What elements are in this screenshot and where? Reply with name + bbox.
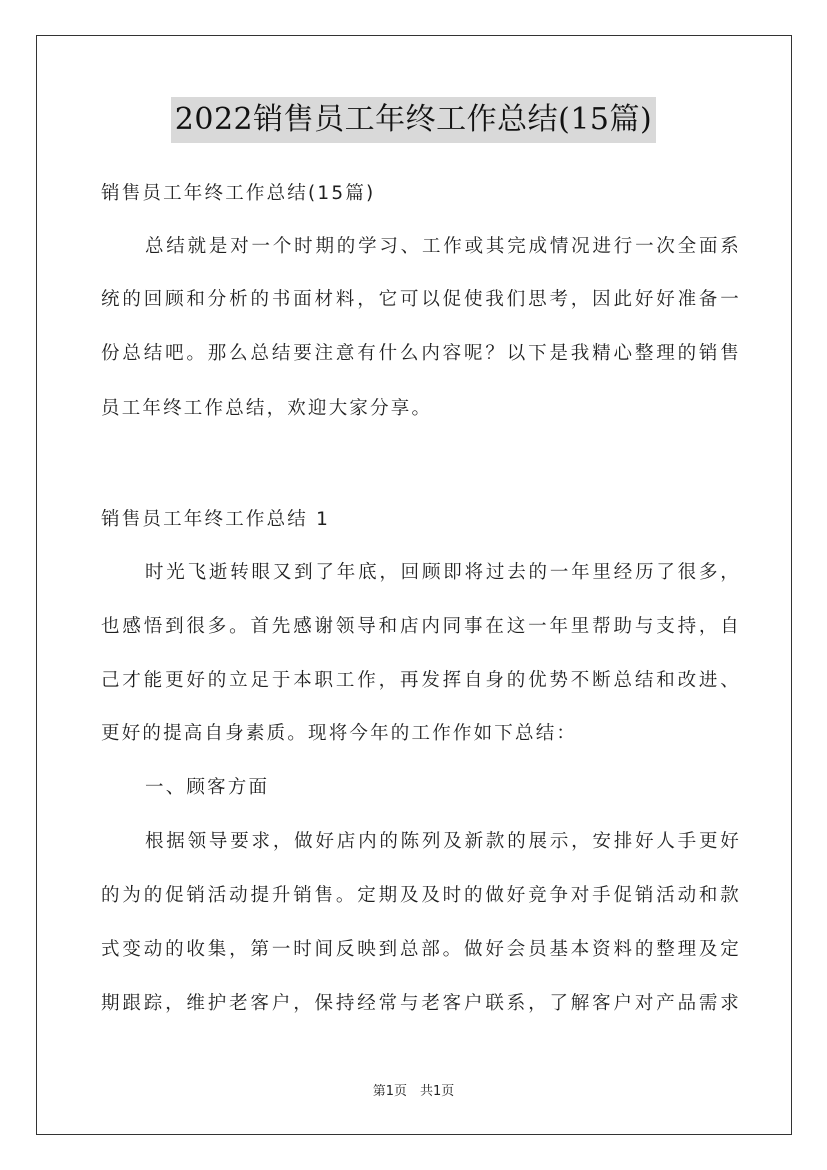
para2-line-1: 根据领导要求，做好店内的陈列及新款的展示，安排好人手更好 bbox=[145, 831, 741, 852]
para1-line-1: 时光飞逝转眼又到了年底，回顾即将过去的一年里经历了很多， bbox=[145, 562, 741, 583]
para1-line-4: 更好的提高自身素质。现将今年的工作作如下总结： bbox=[101, 723, 578, 744]
title-container bbox=[0, 97, 827, 143]
para1-line-2: 也感悟到很多。首先感谢领导和店内同事在这一年里帮助与支持，自 bbox=[101, 616, 741, 637]
intro-line-4: 员工年终工作总结，欢迎大家分享。 bbox=[101, 398, 433, 419]
intro-line-1: 总结就是对一个时期的学习、工作或其完成情况进行一次全面系 bbox=[145, 236, 741, 257]
section-heading: 销售员工年终工作总结 1 bbox=[101, 509, 331, 530]
para2-line-2: 的为的促销活动提升销售。定期及及时的做好竞争对手促销活动和款 bbox=[101, 885, 741, 906]
sub-heading: 一、顾客方面 bbox=[145, 777, 270, 798]
para2-line-3: 式变动的收集，第一时间反映到总部。做好会员基本资料的整理及定 bbox=[101, 939, 741, 960]
intro-line-3: 份总结吧。那么总结要注意有什么内容呢？以下是我精心整理的销售 bbox=[101, 343, 741, 364]
document-title: 2022销售员工年终工作总结(15篇) bbox=[171, 97, 656, 143]
intro-line-2: 统的回顾和分析的书面材料，它可以促使我们思考，因此好好准备一 bbox=[101, 289, 741, 310]
para2-line-4: 期跟踪，维护老客户，保持经常与老客户联系，了解客户对产品需求 bbox=[101, 993, 741, 1014]
document-subtitle: 销售员工年终工作总结(15篇) bbox=[101, 183, 376, 204]
page-footer: 第1页 共1页 bbox=[372, 1084, 455, 1099]
para1-line-3: 己才能更好的立足于本职工作，再发挥自身的优势不断总结和改进、 bbox=[101, 670, 741, 691]
